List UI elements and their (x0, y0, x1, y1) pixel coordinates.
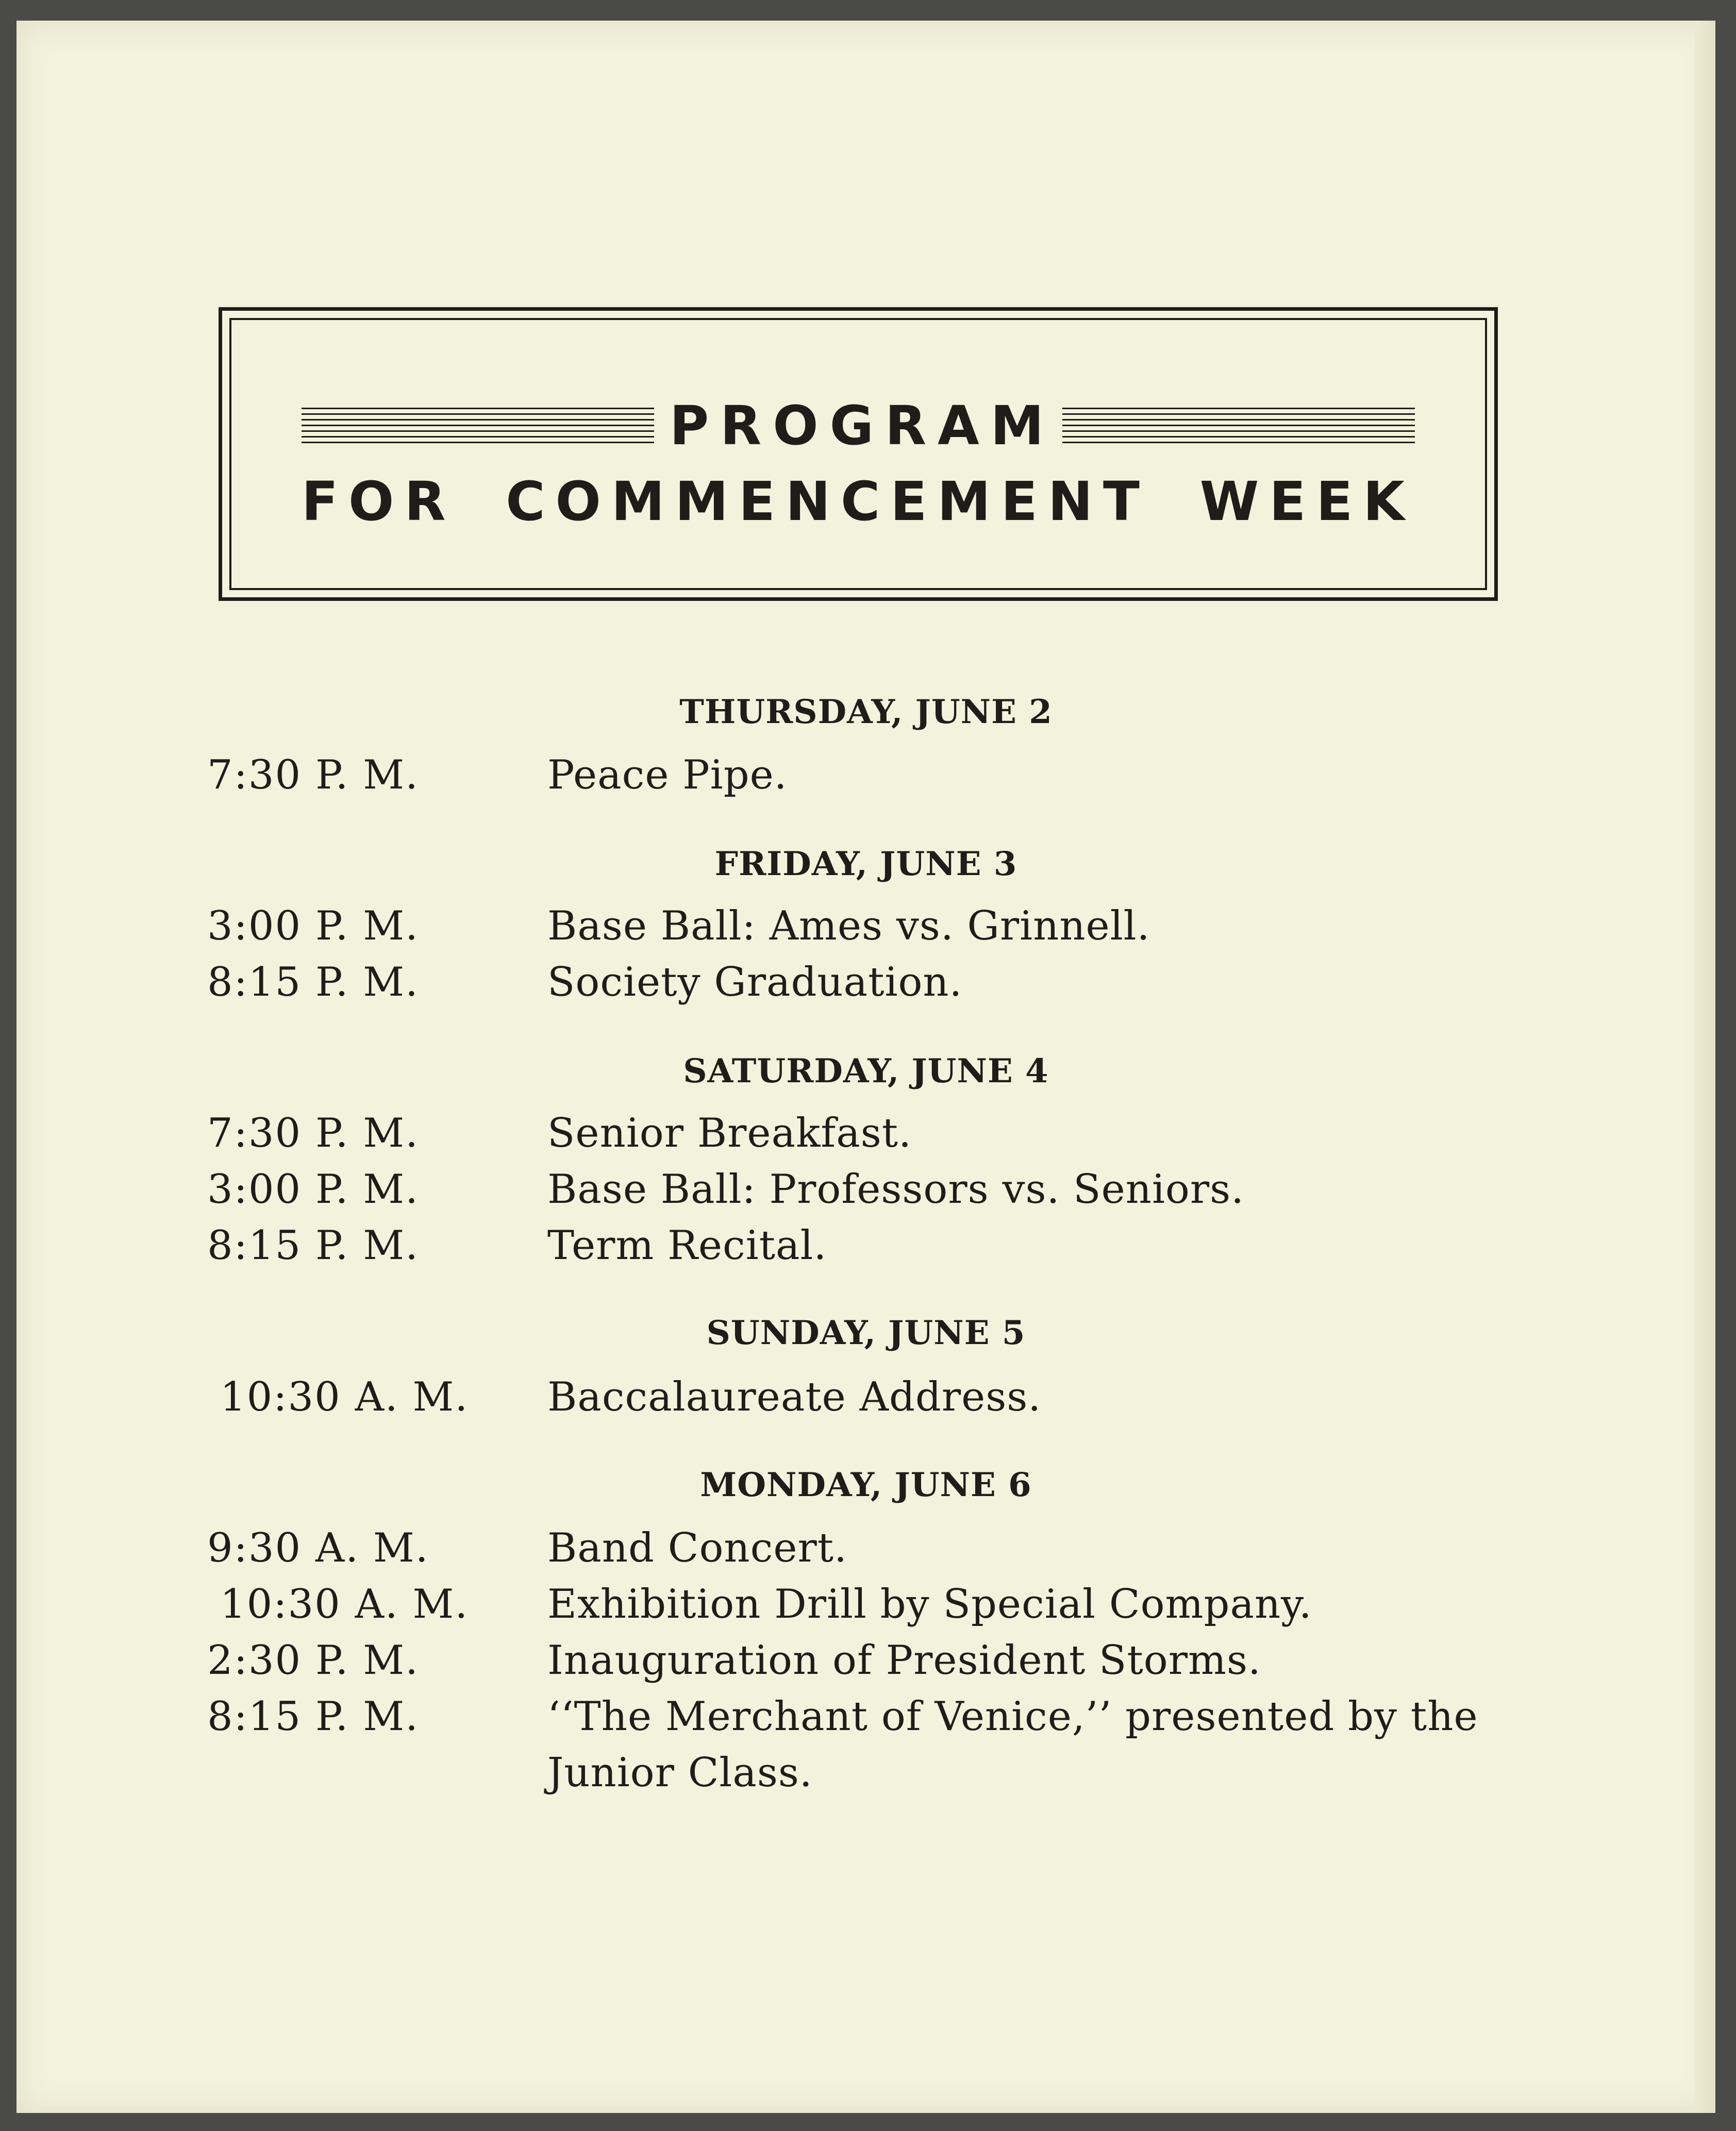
commencement-week-subtitle (302, 470, 1415, 533)
subtitle-word-week: WEEK (1199, 470, 1415, 533)
event-description: Base Ball: Ames vs. Grinnell. (547, 903, 1150, 949)
event-description: Exhibition Drill by Special Company. (547, 1581, 1312, 1627)
event-description: Peace Pipe. (547, 752, 788, 798)
event-time: 7:30 P. M. (207, 752, 419, 798)
event-description: Society Graduation. (547, 959, 963, 1005)
program-sheet (16, 21, 1715, 2113)
subtitle-word-commencement: COMMENCEMENT (506, 470, 1150, 533)
program-title-row (302, 394, 1415, 457)
event-time: 8:15 P. M. (207, 959, 419, 1005)
event-time: 3:00 P. M. (207, 1166, 419, 1213)
event-time: 8:15 P. M. (207, 1222, 419, 1269)
event-time: 2:30 P. M. (207, 1637, 419, 1684)
day-heading-saturday: SATURDAY, JUNE 4 (683, 1052, 1049, 1090)
event-description: Band Concert. (547, 1525, 847, 1571)
title-box (219, 307, 1498, 601)
event-time: 3:00 P. M. (207, 903, 419, 949)
day-heading-monday: MONDAY, JUNE 6 (700, 1466, 1032, 1504)
event-time: 8:15 P. M. (207, 1693, 419, 1740)
day-heading-thursday: THURSDAY, JUNE 2 (679, 693, 1053, 731)
event-time: 10:30 A. M. (220, 1581, 469, 1627)
event-description: Term Recital. (547, 1222, 827, 1269)
event-time: 10:30 A. M. (220, 1374, 469, 1420)
event-time: 9:30 A. M. (207, 1525, 429, 1571)
event-description: Inauguration of President Storms. (547, 1637, 1261, 1684)
event-time: 7:30 P. M. (207, 1110, 419, 1156)
event-description: Baccalaureate Address. (547, 1374, 1042, 1420)
event-description: Senior Breakfast. (547, 1110, 912, 1156)
right-decorative-rules (1062, 408, 1415, 444)
event-description: Base Ball: Professors vs. Seniors. (547, 1166, 1245, 1213)
subtitle-word-for: FOR (302, 470, 456, 533)
event-description: ‘‘The Merchant of Venice,’’ presented by the (547, 1693, 1478, 1740)
title-box-inner-border (229, 318, 1487, 590)
day-heading-friday: FRIDAY, JUNE 3 (714, 845, 1017, 883)
program-title: PROGRAM (669, 394, 1056, 457)
event-description: Junior Class. (547, 1750, 813, 1796)
day-heading-sunday: SUNDAY, JUNE 5 (706, 1314, 1026, 1352)
left-decorative-rules (302, 408, 654, 444)
